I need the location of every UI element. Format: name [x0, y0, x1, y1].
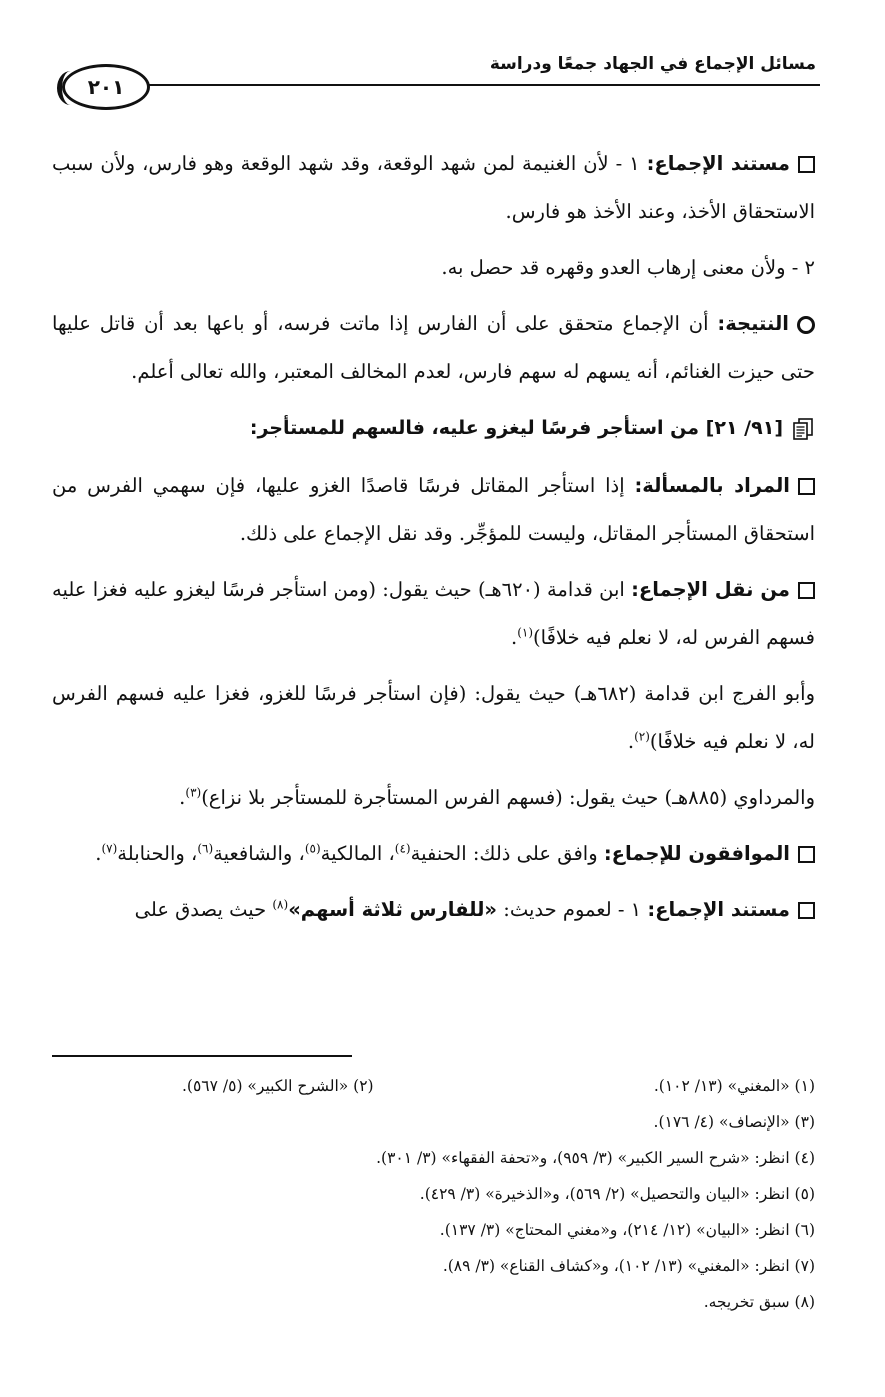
page-number-badge	[62, 64, 150, 110]
footnote-divider	[52, 1055, 352, 1057]
paragraph-text: وافق على ذلك: الحنفية	[410, 842, 604, 865]
paragraph-text: إذا استأجر المقاتل فرسًا قاصدًا الغزو عليها، فإن سهمي الفرس من استحقاق المستأجر المقاتل، وليست للمؤجِّر. وقد نقل الإجماع على ذلك.	[52, 474, 815, 545]
section-label: مستند الإجماع:	[647, 898, 790, 921]
checkbox-square-icon	[798, 156, 815, 173]
paragraph-text: والمرداوي (٨٨٥هـ) حيث يقول: (فسهم الفرس المستأجرة للمستأجر بلا نزاع)	[201, 786, 815, 809]
main-text	[52, 140, 815, 942]
footnote-ref[interactable]: (١)	[517, 625, 534, 640]
section-label: من نقل الإجماع:	[631, 578, 790, 601]
footnote-ref[interactable]: (٤)	[394, 841, 411, 856]
footnote-1: (١) «المغني» (١٣/ ١٠٢).	[653, 1077, 815, 1095]
paragraph-text: ، المالكية	[320, 842, 395, 865]
checkbox-square-icon	[798, 902, 815, 919]
paragraph-abulfaraj	[52, 670, 815, 766]
section-label: النتيجة:	[717, 312, 789, 335]
footnote-6: (٦) انظر: «البيان» (١٢/ ٢١٤)، و«مغني المحتاج» (٣/ ١٣٧).	[439, 1221, 815, 1239]
hadith-quote: «للفارس ثلاثة أسهم»	[288, 898, 498, 921]
paragraph-text: ، والشافعية	[213, 842, 305, 865]
header-rule	[138, 84, 820, 86]
footnote-3: (٣) «الإنصاف» (٤/ ١٧٦).	[653, 1113, 815, 1131]
section-label: الموافقون للإجماع:	[603, 842, 790, 865]
footnote-ref[interactable]: (٨)	[272, 897, 289, 912]
paragraph-text: وأبو الفرج ابن قدامة (٦٨٢هـ) حيث يقول: (فإن استأجر فرسًا للغزو، فغزا عليه فسهم الفرس له، لا نعلم فيه خلافًا)	[52, 682, 816, 753]
paragraph-text: أن الإجماع متحقق على أن الفارس إذا ماتت فرسه، أو باعها بعد أن قاتل عليها حتى حيزت الغنائم، أنه يسهم له سهم فارس، لعدم المخالف المعتبر، والله تعالى أعلم.	[52, 312, 815, 383]
documents-icon	[791, 417, 815, 441]
checkbox-square-icon	[798, 846, 815, 863]
paragraph-text: حيث يصدق على	[134, 898, 273, 921]
paragraph-meaning	[52, 462, 815, 558]
issue-number: [٩١/ ٢١]	[705, 417, 783, 439]
footnote-5: (٥) انظر: «البيان والتحصيل» (٢/ ٥٦٩)، و«الذخيرة» (٣/ ٤٢٩).	[419, 1185, 815, 1203]
paragraph-mardawi	[52, 774, 815, 822]
paragraph-text: ، والحنابلة	[117, 842, 198, 865]
running-title: مسائل الإجماع في الجهاد جمعًا ودراسة	[489, 54, 816, 74]
footnote-ref[interactable]: (٦)	[197, 841, 214, 856]
footnote-2: (٢) «الشرح الكبير» (٥/ ٥٦٧).	[182, 1077, 374, 1095]
section-label: المراد بالمسألة:	[634, 474, 790, 497]
footnote-ref[interactable]: (٣)	[185, 785, 202, 800]
period: .	[627, 730, 635, 753]
footnote-8: (٨) سبق تخريجه.	[703, 1293, 815, 1311]
paragraph-agreeing	[52, 830, 815, 878]
period: .	[179, 786, 186, 809]
paragraph-evidence-2	[52, 244, 815, 292]
footnote-ref[interactable]: (٢)	[634, 729, 650, 744]
issue-title: من استأجر فرسًا ليغزو عليه، فالسهم للمستأجر:	[249, 417, 706, 439]
paragraph-text: ابن قدامة (٦٢٠هـ) حيث يقول: (ومن استأجر فرسًا ليغزو عليه فغزا عليه فسهم الفرس له، لا نعلم فيه خلافًا)	[52, 578, 815, 649]
paragraph-text: ١ - لعموم حديث:	[497, 898, 648, 921]
period: .	[95, 842, 102, 865]
paragraph-result	[52, 300, 815, 396]
footnote-ref[interactable]: (٧)	[101, 841, 118, 856]
footnotes	[52, 1068, 815, 1320]
paragraph-transmitters	[52, 566, 815, 662]
issue-heading	[52, 404, 815, 452]
page-header	[48, 40, 820, 140]
footnote-7: (٧) انظر: «المغني» (١٣/ ١٠٢)، و«كشاف القناع» (٣/ ٨٩).	[442, 1257, 815, 1275]
checkbox-square-icon	[798, 582, 815, 599]
paragraph-text: ١ - لأن الغنيمة لمن شهد الوقعة، وقد شهد الوقعة وهو فارس، ولأن سبب الاستحقاق الأخذ، وعند الأخذ هو فارس.	[52, 152, 815, 223]
paragraph-evidence-hadith	[52, 886, 815, 934]
footnote-ref[interactable]: (٥)	[304, 841, 321, 856]
paragraph-text: ٢ - ولأن معنى إرهاب العدو وقهره قد حصل به.	[441, 256, 815, 279]
footnote-4: (٤) انظر: «شرح السير الكبير» (٣/ ٩٥٩)، و«تحفة الفقهاء» (٣/ ٣٠١).	[376, 1149, 815, 1167]
period: .	[511, 626, 518, 649]
paragraph-evidence-1	[52, 140, 815, 236]
section-label: مستند الإجماع:	[646, 152, 790, 175]
page-number: ٢٠١	[87, 75, 125, 99]
checkbox-square-icon	[798, 478, 815, 495]
circle-bullet-icon	[797, 316, 815, 334]
footnote-row	[52, 1068, 815, 1104]
